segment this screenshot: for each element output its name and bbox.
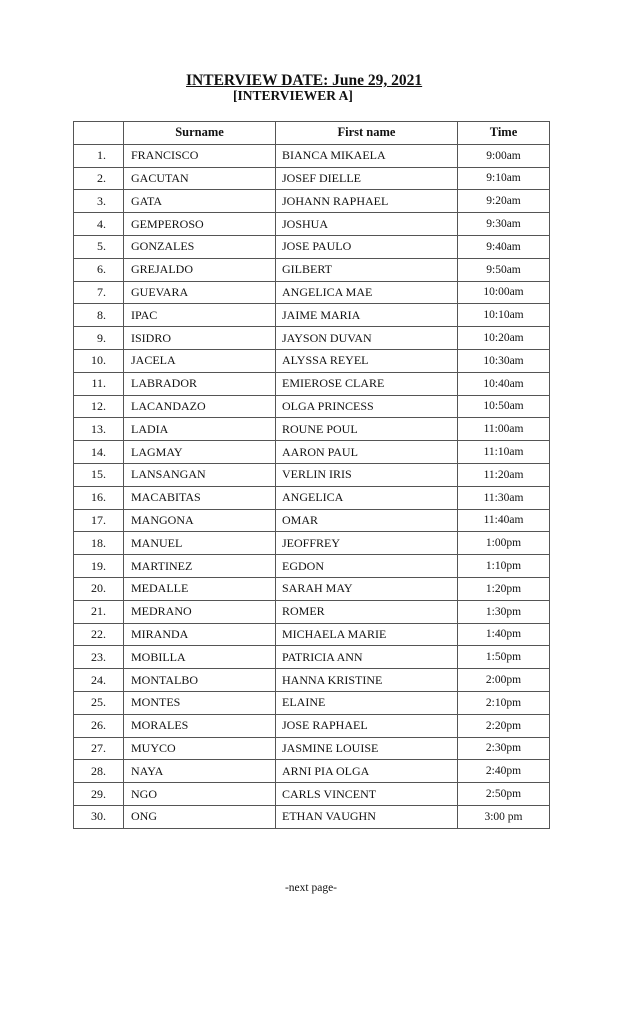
row-time: 10:20am (458, 327, 550, 350)
row-number: 27. (74, 737, 124, 760)
row-surname: ISIDRO (124, 327, 276, 350)
table-row (74, 783, 550, 806)
row-first-name: CARLS VINCENT (276, 783, 458, 806)
row-number: 4. (74, 213, 124, 236)
table-row (74, 577, 550, 600)
row-number: 23. (74, 646, 124, 669)
row-first-name: PATRICIA ANN (276, 646, 458, 669)
row-number: 10. (74, 349, 124, 372)
row-number: 19. (74, 555, 124, 578)
header-time: Time (458, 122, 550, 145)
row-first-name: JOSE PAULO (276, 235, 458, 258)
row-first-name: EGDON (276, 555, 458, 578)
row-first-name: BIANCA MIKAELA (276, 144, 458, 167)
row-first-name: OMAR (276, 509, 458, 532)
row-surname: GUEVARA (124, 281, 276, 304)
row-first-name: JASMINE LOUISE (276, 737, 458, 760)
table-row (74, 691, 550, 714)
row-first-name: MICHAELA MARIE (276, 623, 458, 646)
table-row (74, 372, 550, 395)
row-time: 10:50am (458, 395, 550, 418)
row-number: 24. (74, 669, 124, 692)
row-surname: MANUEL (124, 532, 276, 555)
row-surname: JACELA (124, 349, 276, 372)
row-first-name: EMIEROSE CLARE (276, 372, 458, 395)
row-first-name: JAIME MARIA (276, 304, 458, 327)
page-title: INTERVIEW DATE: June 29, 2021 (186, 72, 423, 89)
row-number: 3. (74, 190, 124, 213)
table-row (74, 486, 550, 509)
row-number: 12. (74, 395, 124, 418)
row-number: 14. (74, 441, 124, 464)
row-surname: MEDALLE (124, 577, 276, 600)
table-row (74, 304, 550, 327)
table-row (74, 600, 550, 623)
row-time: 11:00am (458, 418, 550, 441)
row-surname: LAGMAY (124, 441, 276, 464)
row-time: 2:50pm (458, 783, 550, 806)
row-time: 2:10pm (458, 691, 550, 714)
table-row (74, 258, 550, 281)
row-surname: NGO (124, 783, 276, 806)
row-time: 1:00pm (458, 532, 550, 555)
row-surname: IPAC (124, 304, 276, 327)
row-surname: GREJALDO (124, 258, 276, 281)
table-row (74, 555, 550, 578)
row-surname: MORALES (124, 714, 276, 737)
row-number: 6. (74, 258, 124, 281)
row-time: 2:20pm (458, 714, 550, 737)
row-surname: MONTALBO (124, 669, 276, 692)
row-surname: MONTES (124, 691, 276, 714)
row-time: 9:00am (458, 144, 550, 167)
row-first-name: ANGELICA MAE (276, 281, 458, 304)
row-number: 22. (74, 623, 124, 646)
table-row (74, 805, 550, 828)
table-row (74, 395, 550, 418)
row-time: 10:00am (458, 281, 550, 304)
row-surname: NAYA (124, 760, 276, 783)
row-number: 21. (74, 600, 124, 623)
table-row (74, 144, 550, 167)
row-number: 16. (74, 486, 124, 509)
row-surname: GACUTAN (124, 167, 276, 190)
row-first-name: JOSE RAPHAEL (276, 714, 458, 737)
row-time: 9:50am (458, 258, 550, 281)
table-row (74, 235, 550, 258)
row-time: 11:30am (458, 486, 550, 509)
row-first-name: AARON PAUL (276, 441, 458, 464)
row-time: 1:50pm (458, 646, 550, 669)
row-surname: MANGONA (124, 509, 276, 532)
row-first-name: ANGELICA (276, 486, 458, 509)
row-time: 10:30am (458, 349, 550, 372)
table-row (74, 281, 550, 304)
row-number: 26. (74, 714, 124, 737)
row-time: 2:40pm (458, 760, 550, 783)
row-number: 13. (74, 418, 124, 441)
table-row (74, 327, 550, 350)
row-number: 9. (74, 327, 124, 350)
row-number: 28. (74, 760, 124, 783)
row-surname: LADIA (124, 418, 276, 441)
row-surname: MIRANDA (124, 623, 276, 646)
row-first-name: JEOFFREY (276, 532, 458, 555)
row-first-name: ALYSSA REYEL (276, 349, 458, 372)
row-time: 11:10am (458, 441, 550, 464)
row-number: 11. (74, 372, 124, 395)
table-row (74, 714, 550, 737)
row-time: 9:30am (458, 213, 550, 236)
row-first-name: ROMER (276, 600, 458, 623)
table-row (74, 441, 550, 464)
row-surname: ONG (124, 805, 276, 828)
row-surname: LABRADOR (124, 372, 276, 395)
row-surname: FRANCISCO (124, 144, 276, 167)
header-first-name: First name (276, 122, 458, 145)
row-first-name: ELAINE (276, 691, 458, 714)
row-time: 9:10am (458, 167, 550, 190)
row-time: 11:40am (458, 509, 550, 532)
row-surname: MEDRANO (124, 600, 276, 623)
row-surname: LACANDAZO (124, 395, 276, 418)
row-first-name: ROUNE POUL (276, 418, 458, 441)
row-surname: MACABITAS (124, 486, 276, 509)
header-surname: Surname (124, 122, 276, 145)
row-number: 18. (74, 532, 124, 555)
row-first-name: ETHAN VAUGHN (276, 805, 458, 828)
row-first-name: HANNA KRISTINE (276, 669, 458, 692)
table-row (74, 463, 550, 486)
row-time: 1:10pm (458, 555, 550, 578)
row-first-name: VERLIN IRIS (276, 463, 458, 486)
row-surname: LANSANGAN (124, 463, 276, 486)
row-first-name: GILBERT (276, 258, 458, 281)
row-time: 2:30pm (458, 737, 550, 760)
table-row (74, 646, 550, 669)
row-time: 9:20am (458, 190, 550, 213)
row-number: 1. (74, 144, 124, 167)
table-body (74, 144, 550, 828)
row-number: 2. (74, 167, 124, 190)
table-row (74, 623, 550, 646)
table-row (74, 669, 550, 692)
row-first-name: JOHANN RAPHAEL (276, 190, 458, 213)
table-header-row (74, 122, 550, 145)
row-time: 10:10am (458, 304, 550, 327)
row-number: 5. (74, 235, 124, 258)
row-first-name: SARAH MAY (276, 577, 458, 600)
row-time: 10:40am (458, 372, 550, 395)
row-number: 20. (74, 577, 124, 600)
row-number: 25. (74, 691, 124, 714)
row-first-name: JAYSON DUVAN (276, 327, 458, 350)
row-surname: GATA (124, 190, 276, 213)
row-number: 15. (74, 463, 124, 486)
interview-schedule-table (73, 121, 550, 829)
table-row (74, 509, 550, 532)
row-time: 9:40am (458, 235, 550, 258)
row-number: 7. (74, 281, 124, 304)
row-number: 8. (74, 304, 124, 327)
table-row (74, 532, 550, 555)
table-row (74, 760, 550, 783)
table-row (74, 190, 550, 213)
row-time: 2:00pm (458, 669, 550, 692)
row-first-name: JOSHUA (276, 213, 458, 236)
row-time: 3:00 pm (458, 805, 550, 828)
row-number: 30. (74, 805, 124, 828)
row-surname: MOBILLA (124, 646, 276, 669)
row-first-name: OLGA PRINCESS (276, 395, 458, 418)
row-first-name: ARNI PIA OLGA (276, 760, 458, 783)
row-surname: MARTINEZ (124, 555, 276, 578)
table-row (74, 418, 550, 441)
table-row (74, 737, 550, 760)
row-surname: MUYCO (124, 737, 276, 760)
header-number (74, 122, 124, 145)
row-number: 29. (74, 783, 124, 806)
table-row (74, 349, 550, 372)
row-first-name: JOSEF DIELLE (276, 167, 458, 190)
row-number: 17. (74, 509, 124, 532)
row-time: 1:30pm (458, 600, 550, 623)
row-surname: GEMPEROSO (124, 213, 276, 236)
next-page-note: -next page- (284, 882, 338, 894)
row-time: 1:40pm (458, 623, 550, 646)
row-time: 1:20pm (458, 577, 550, 600)
row-time: 11:20am (458, 463, 550, 486)
table-row (74, 167, 550, 190)
row-surname: GONZALES (124, 235, 276, 258)
table-row (74, 213, 550, 236)
interviewer-label: [INTERVIEWER A] (233, 88, 353, 103)
